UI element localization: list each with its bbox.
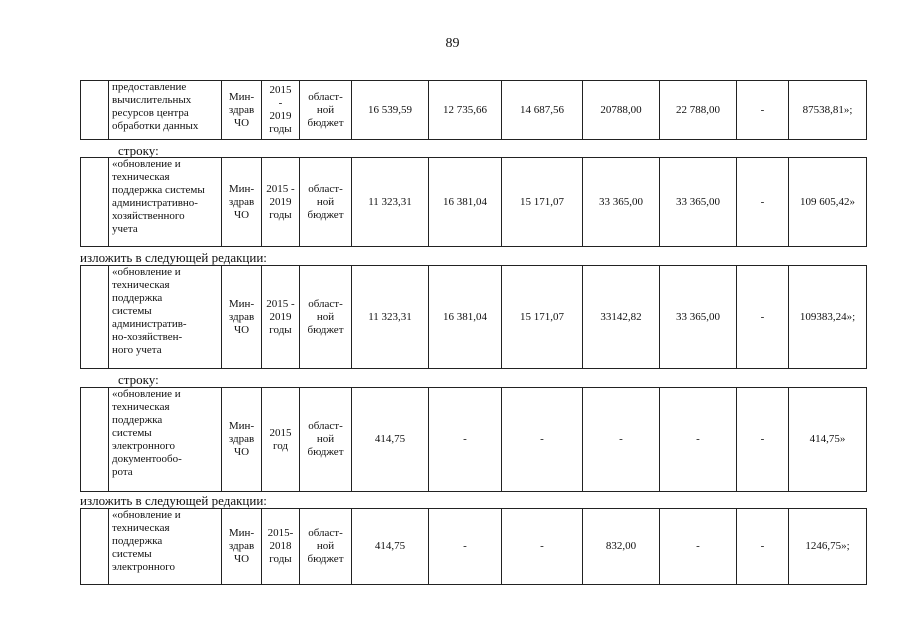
total-cell: 109383,24»; (789, 266, 867, 369)
table-row (81, 81, 867, 140)
stroku-label: строку: (118, 143, 159, 158)
value-cell: - (429, 388, 502, 492)
value-cell: - (737, 388, 789, 492)
value-cell: 22 788,00 (660, 81, 737, 140)
value-cell: - (502, 509, 583, 585)
value-cell: 414,75 (352, 388, 429, 492)
value-cell: 16 381,04 (429, 266, 502, 369)
responsible-org: Мин- здрав ЧО (222, 266, 262, 369)
item-name: предоставление вычислительных ресурсов центра обработки данных (109, 81, 222, 140)
table-row (81, 158, 867, 247)
item-name: «обновление и техническая поддержка системы административ- но-хозяйствен- ного учета (109, 266, 222, 369)
value-cell: - (737, 509, 789, 585)
period: 2015 - 2019 годы (262, 266, 300, 369)
value-cell: - (737, 81, 789, 140)
stroku-label: строку: (118, 372, 159, 387)
table-row (81, 388, 867, 492)
responsible-org: Мин- здрав ЧО (222, 81, 262, 140)
table-row (81, 509, 867, 585)
period: 2015 - 2019 годы (262, 81, 300, 140)
value-cell: - (660, 388, 737, 492)
value-cell: - (502, 388, 583, 492)
empty-cell (81, 388, 109, 492)
table-block-5 (80, 508, 867, 585)
funding-source: област- ной бюджет (300, 266, 352, 369)
total-cell: 109 605,42» (789, 158, 867, 247)
empty-cell (81, 266, 109, 369)
izlozhit-label: изложить в следующей редакции: (80, 250, 267, 265)
funding-source: област- ной бюджет (300, 158, 352, 247)
empty-cell (81, 81, 109, 140)
item-name: «обновление и техническая поддержка системы электронного документообо- рота (109, 388, 222, 492)
value-cell: 33 365,00 (583, 158, 660, 247)
value-cell: - (660, 509, 737, 585)
funding-source: област- ной бюджет (300, 81, 352, 140)
responsible-org: Мин- здрав ЧО (222, 158, 262, 247)
value-cell: 11 323,31 (352, 266, 429, 369)
item-name: «обновление и техническая поддержка системы электронного (109, 509, 222, 585)
table-block-2 (80, 157, 867, 247)
value-cell: 414,75 (352, 509, 429, 585)
period: 2015- 2018 годы (262, 509, 300, 585)
value-cell: 16 539,59 (352, 81, 429, 140)
value-cell: 12 735,66 (429, 81, 502, 140)
value-cell: 11 323,31 (352, 158, 429, 247)
value-cell: 14 687,56 (502, 81, 583, 140)
value-cell: 832,00 (583, 509, 660, 585)
table-block-4 (80, 387, 867, 492)
funding-source: област- ной бюджет (300, 509, 352, 585)
table-block-1 (80, 80, 867, 140)
value-cell: 33 365,00 (660, 158, 737, 247)
period: 2015 - 2019 годы (262, 158, 300, 247)
value-cell: - (737, 266, 789, 369)
responsible-org: Мин- здрав ЧО (222, 509, 262, 585)
page-number: 89 (445, 36, 460, 51)
value-cell: 15 171,07 (502, 158, 583, 247)
total-cell: 1246,75»; (789, 509, 867, 585)
table-block-3 (80, 265, 867, 369)
value-cell: - (737, 158, 789, 247)
item-name: «обновление и техническая поддержка системы административно- хозяйственного учета (109, 158, 222, 247)
empty-cell (81, 509, 109, 585)
value-cell: 15 171,07 (502, 266, 583, 369)
total-cell: 414,75» (789, 388, 867, 492)
table-row (81, 266, 867, 369)
value-cell: 16 381,04 (429, 158, 502, 247)
izlozhit-label: изложить в следующей редакции: (80, 493, 267, 508)
value-cell: 33 365,00 (660, 266, 737, 369)
value-cell: 33142,82 (583, 266, 660, 369)
value-cell: - (583, 388, 660, 492)
funding-source: област- ной бюджет (300, 388, 352, 492)
value-cell: - (429, 509, 502, 585)
empty-cell (81, 158, 109, 247)
period: 2015 год (262, 388, 300, 492)
value-cell: 20788,00 (583, 81, 660, 140)
total-cell: 87538,81»; (789, 81, 867, 140)
responsible-org: Мин- здрав ЧО (222, 388, 262, 492)
